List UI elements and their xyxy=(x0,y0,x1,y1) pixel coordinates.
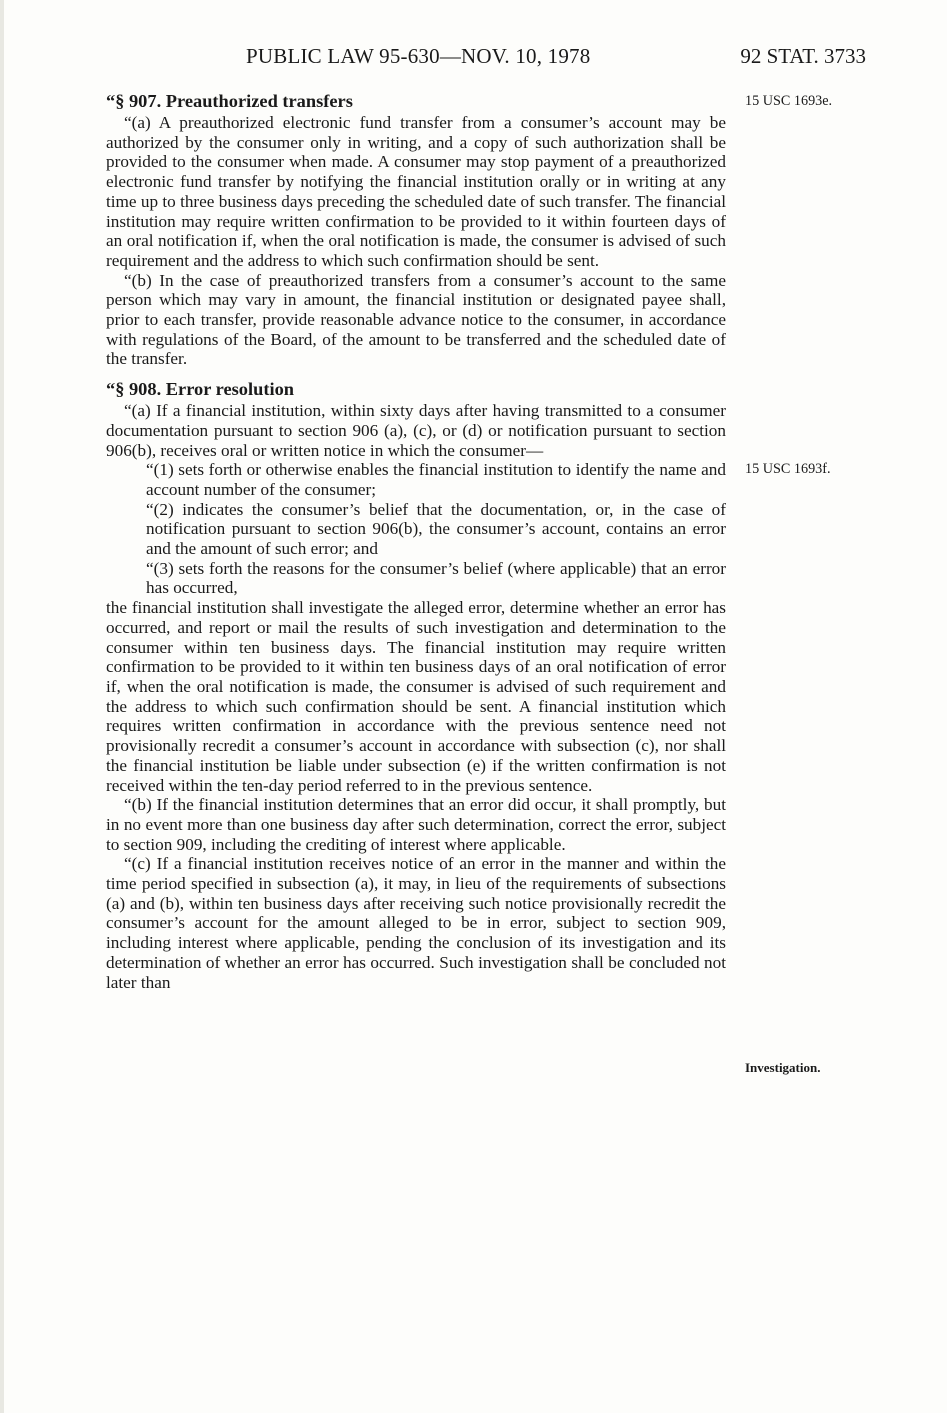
section-908-a-1 xyxy=(146,460,726,499)
section-908-a-3-text: “(3) sets forth the reasons for the consumer’s belief (where applicable) that an error has occurred, xyxy=(146,558,726,598)
section-908-b: “(b) If the financial institution determines that an error did occur, it shall promptly, but in no event more than one business day after such determination, correct the error, subject to section 909, including the crediting of interest where applicable. xyxy=(106,795,726,854)
section-spacer xyxy=(106,369,726,378)
section-907-heading: “§ 907. Preauthorized transfers xyxy=(106,91,353,111)
section-908-c: “(c) If a financial institution receives notice of an error in the manner and within the time period specified in subsection (a), it may, in lieu of the requirements of subsections (a) and (b), within ten business days after receiving such notice provisionally recredit the consumer’s account for the amount alleged to be in error, subject to section 909, including interest where applicable, pending the conclusion of its investigation and its determination of whether an error has occurred. Such investigation shall be concluded not later than xyxy=(106,854,726,992)
section-908-a-3 xyxy=(146,559,726,598)
running-head: PUBLIC LAW 95-630—NOV. 10, 1978 xyxy=(246,44,591,68)
section-908-a-2-text: “(2) indicates the consumer’s belief that the documentation, or, in the case of notification pursuant to section 906(b), the consumer’s account, contains an error and the amount of such error; and xyxy=(146,499,726,559)
statute-page-number: 92 STAT. 3733 xyxy=(740,44,866,68)
scan-edge xyxy=(0,0,4,1413)
section-908-a-2 xyxy=(146,500,726,559)
section-908-a-intro: “(a) If a financial institution, within sixty days after having transmitted to a consumer documentation pursuant to section 906 (a), (c), or (d) or notification pursuant to section 906(b), receives oral or written notice in which the consumer— xyxy=(106,401,726,460)
margin-note-sec907: 15 USC 1693e. xyxy=(745,93,833,109)
page-header xyxy=(246,44,866,72)
margin-note-investigation: Investigation. xyxy=(745,1060,821,1075)
margin-note-sec908: 15 USC 1693f. xyxy=(745,461,831,477)
section-907-a: “(a) A preauthorized electronic fund transfer from a consumer’s account may be authorized by the consumer only in writing, and a copy of such authorization shall be provided to the consumer when made. A consumer may stop payment of a preauthorized electronic fund transfer by notifying the financial institution orally or in writing at any time up to three business days preceding the scheduled date of such transfer. The financial institution may require written confirmation to be provided to it within fourteen days of an oral notification if, when the oral notification is made, the consumer is advised of such requirement and the address to which such confirmation should be sent. xyxy=(106,113,726,270)
statute-body xyxy=(106,90,726,992)
section-907-b: “(b) In the case of preauthorized transfers from a consumer’s account to the same person which may vary in amount, the financial institution or designated payee shall, prior to each transfer, provide reasonable advance notice to the consumer, in accordance with regulations of the Board, of the amount to be transferred and the scheduled date of the transfer. xyxy=(106,270,726,369)
section-908-a-close: the financial institution shall investigate the alleged error, determine whether an error has occurred, and report or mail the results of such investigation and determination to the consumer within ten business days. The financial institution may require written confirmation to be provided to it within ten business days of an oral notification of error if, when the oral notification is made, the consumer is advised of such requirement and the address to which such confirmation should be sent. A financial institution which requires written confirmation in accordance with the previous sentence need not provisionally recredit a consumer’s account in accordance with subsection (c), nor shall the financial institution be liable under subsection (e) if the written confirmation is not received within the ten-day period referred to in the previous sentence. xyxy=(106,598,726,795)
section-908-a-1-text: “(1) sets forth or otherwise enables the financial institution to identify the name and account number of the consumer; xyxy=(146,460,726,499)
section-908-heading: “§ 908. Error resolution xyxy=(106,379,294,400)
